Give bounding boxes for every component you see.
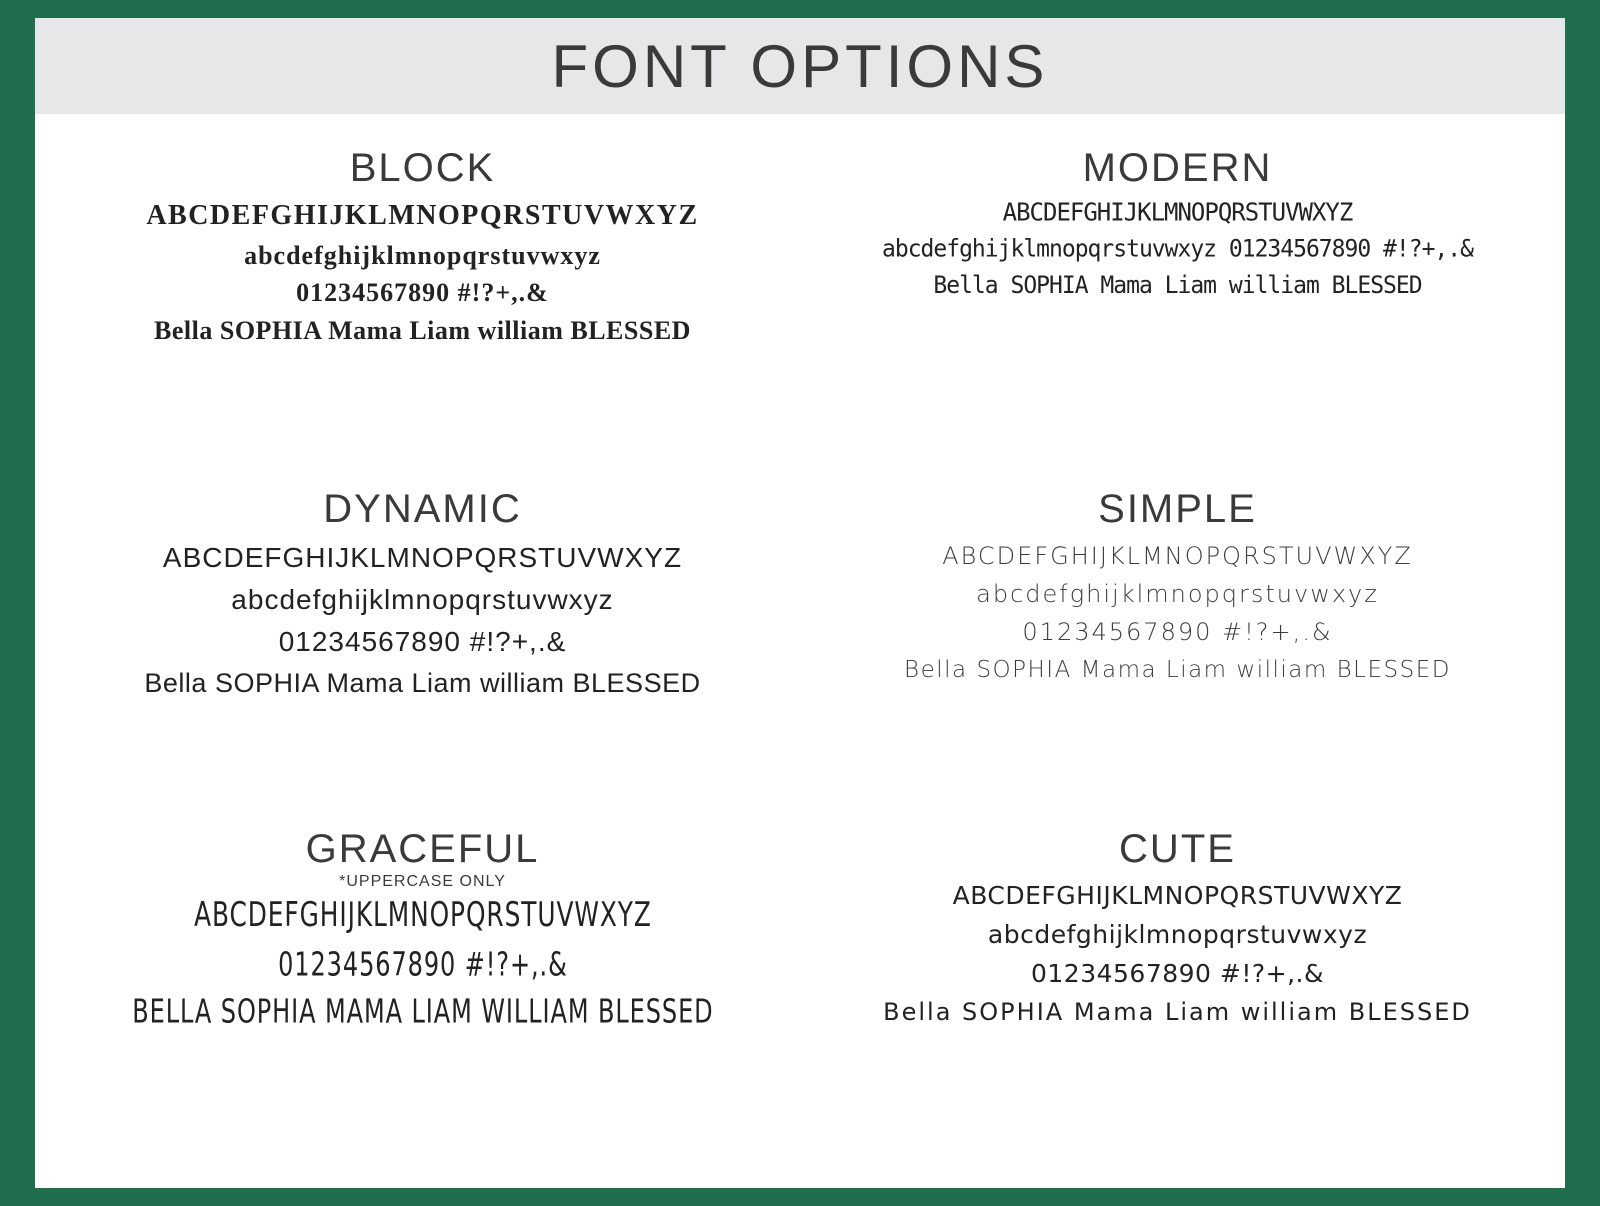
sample-line-names: Bella SOPHIA Mama Liam william BLESSED [883,997,1472,1026]
sample-line-lowercase: abcdefghijklmnopqrstuvwxyz [231,583,614,615]
sample-line-uppercase: ABCDEFGHIJKLMNOPQRSTUVWXYZ [942,541,1413,570]
font-sample-cute [883,877,1472,1030]
font-note-graceful: *UPPERCASE ONLY [339,873,506,891]
sample-line-lowercase: abcdefghijklmnopqrstuvwxyz [976,580,1379,609]
sample-line-names: Bella SOPHIA Mama Liam william BLESSED [933,271,1422,299]
sample-line-numerals: 01234567890 #!?+,.& [278,625,567,657]
font-name-dynamic: DYNAMIC [323,486,522,531]
font-option-simple[interactable] [800,477,1555,818]
sample-line-uppercase: ABCDEFGHIJKLMNOPQRSTUVWXYZ [146,200,699,231]
font-option-dynamic[interactable] [45,477,800,818]
font-option-cute[interactable] [800,817,1555,1158]
font-options-grid [35,114,1565,1188]
font-name-block: BLOCK [349,146,496,190]
sample-line-lowercase-numerals: abcdefghijklmnopqrstuvwxyz 01234567890 #!?+,.& [882,235,1473,263]
title-bar [35,18,1565,114]
font-sample-block [146,196,698,350]
sample-line-names: BELLA SOPHIA MAMA LIAM WILLIAM BLESSED [131,991,714,1031]
sample-line-uppercase: ABCDEFGHIJKLMNOPQRSTUVWXYZ [1002,197,1353,227]
font-name-simple: SIMPLE [1098,486,1257,531]
sample-line-names: Bella SOPHIA Mama Liam william BLESSED [154,315,691,345]
font-name-cute: CUTE [1119,827,1236,872]
font-option-block[interactable] [45,136,800,477]
sample-line-lowercase: abcdefghijklmnopqrstuvwxyz [244,240,601,270]
font-option-modern[interactable] [800,136,1555,477]
sample-line-numerals: 01234567890 #!?+,.& [296,278,549,308]
poster-page [35,18,1565,1188]
font-sample-dynamic [144,537,700,704]
sample-line-uppercase: ABCDEFGHIJKLMNOPQRSTUVWXYZ [193,896,652,936]
font-option-graceful[interactable] [45,817,800,1158]
page-title: FONT OPTIONS [551,32,1049,100]
font-sample-modern [882,193,1473,303]
sample-line-numerals: 01234567890 #!?+,.& [1022,618,1333,647]
sample-line-names: Bella SOPHIA Mama Liam william BLESSED [144,667,701,698]
sample-line-uppercase: ABCDEFGHIJKLMNOPQRSTUVWXYZ [162,541,683,573]
font-name-modern: MODERN [1082,146,1273,190]
sample-line-numerals: 01234567890 #!?+,.& [277,944,568,983]
sample-line-lowercase: abcdefghijklmnopqrstuvwxyz [987,920,1368,950]
font-sample-graceful [132,892,713,1035]
font-sample-simple [904,537,1451,689]
font-name-graceful: GRACEFUL [305,827,540,872]
sample-line-uppercase: ABCDEFGHIJKLMNOPQRSTUVWXYZ [952,881,1403,911]
sample-line-numerals: 01234567890 #!?+,.& [1031,958,1324,988]
sample-line-names: Bella SOPHIA Mama Liam william BLESSED [904,656,1451,683]
